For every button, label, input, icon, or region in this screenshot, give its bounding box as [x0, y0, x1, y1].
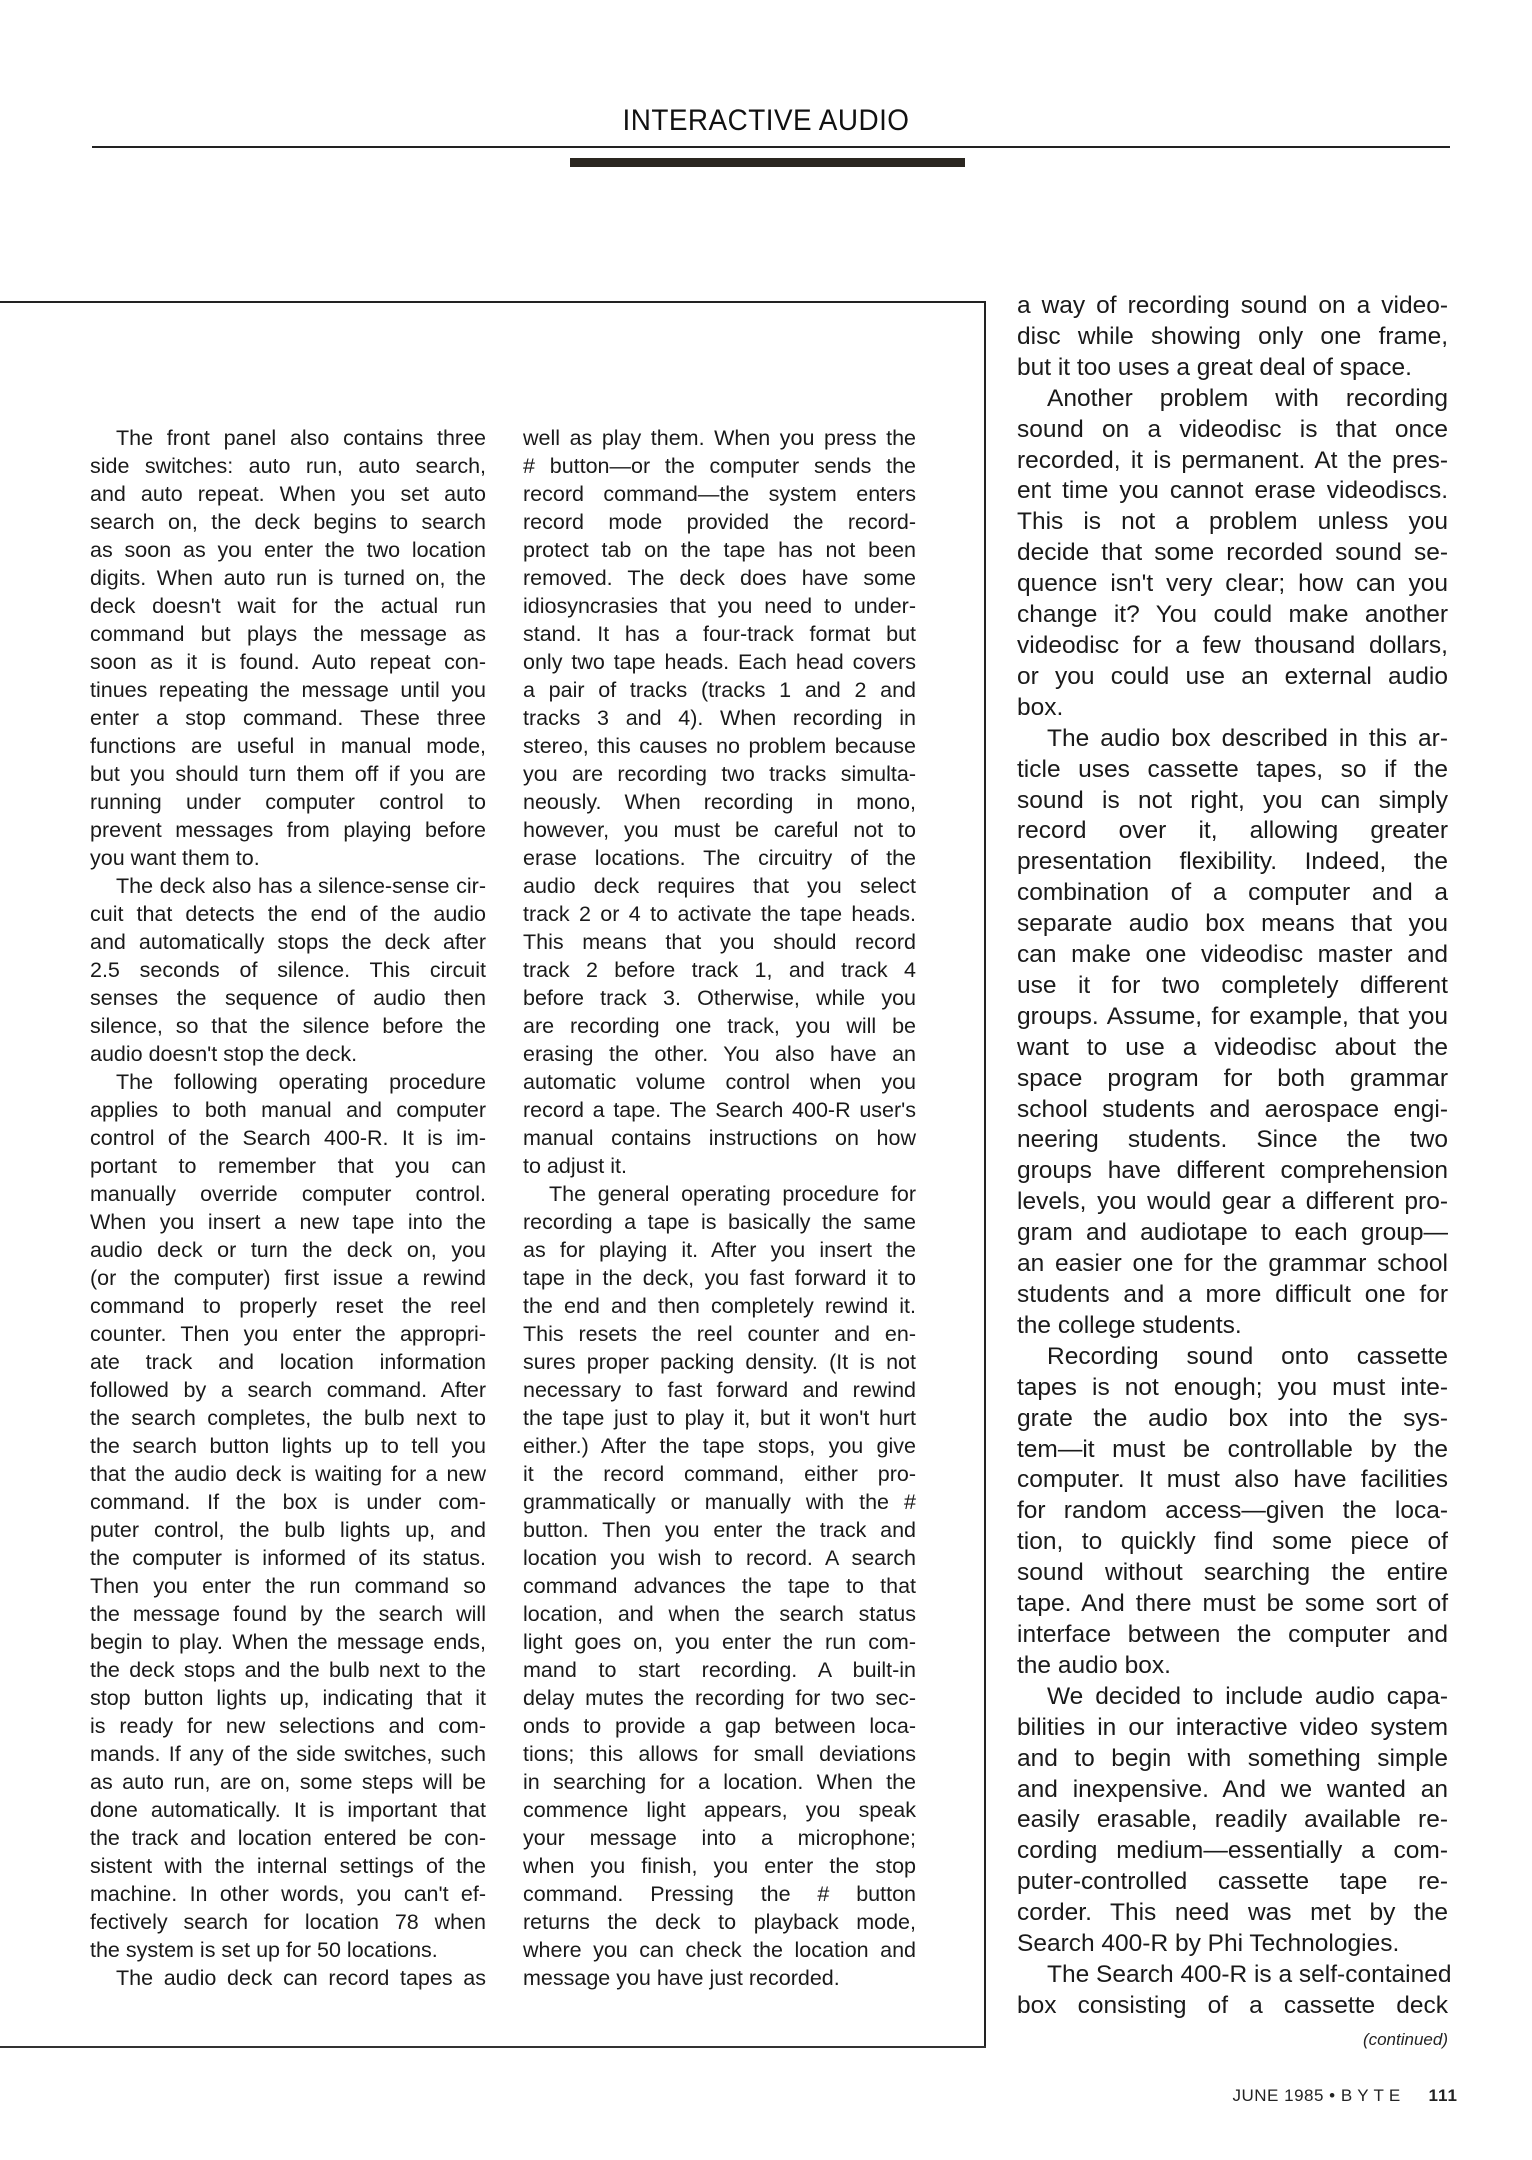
text-line: a pair of tracks (tracks 1 and 2 and — [523, 678, 916, 702]
text-line: The following operating procedure — [116, 1070, 486, 1094]
text-line: begin to play. When the message ends, — [90, 1630, 486, 1654]
text-line: but you should turn them off if you are — [90, 762, 486, 786]
text-line: want to use a videodisc about the — [1017, 1033, 1448, 1061]
text-line: Then you enter the run command so — [90, 1574, 486, 1598]
text-line: counter. Then you enter the appropri- — [90, 1322, 486, 1346]
text-line: This means that you should record — [523, 930, 916, 954]
text-line: the audio box. — [1017, 1651, 1171, 1679]
text-line: the end and then completely rewind it. — [523, 1294, 916, 1318]
text-line: it the record command, either pro- — [523, 1462, 916, 1486]
text-line: tape in the deck, you fast forward it to — [523, 1266, 916, 1290]
text-line: protect tab on the tape has not been — [523, 538, 916, 562]
text-line: The general operating procedure for — [549, 1182, 916, 1206]
text-line: light goes on, you enter the run com- — [523, 1630, 916, 1654]
text-line: recording a tape is basically the same — [523, 1210, 916, 1234]
text-line: before track 3. Otherwise, while you — [523, 986, 916, 1010]
text-line: only two tape heads. Each head covers — [523, 650, 916, 674]
text-line: sound without searching the entire — [1017, 1559, 1448, 1587]
text-line: tem—it must be controllable by the — [1017, 1435, 1448, 1463]
text-box-bottom-border — [0, 2046, 986, 2048]
text-line: done automatically. It is important that — [90, 1798, 486, 1822]
continued-note: (continued) — [1362, 2030, 1448, 2049]
text-line: side switches: auto run, auto search, — [90, 454, 486, 478]
text-line: record command—the system enters — [523, 482, 916, 506]
page-footer — [1233, 2086, 1459, 2106]
text-line: message you have just recorded. — [523, 1966, 840, 1990]
text-line: audio doesn't stop the deck. — [90, 1042, 358, 1066]
text-line: school students and aerospace engi- — [1017, 1095, 1448, 1123]
text-line: tape. And there must be some sort of — [1017, 1590, 1448, 1618]
text-line: senses the sequence of audio then — [90, 986, 486, 1010]
text-line: use it for two completely different — [1017, 971, 1448, 999]
text-line: control of the Search 400-R. It is im- — [90, 1126, 486, 1150]
text-line: and automatically stops the deck after — [90, 930, 486, 954]
text-line: The deck also has a silence-sense cir- — [116, 874, 486, 898]
text-line: # button—or the computer sends the — [523, 454, 916, 478]
text-line: the deck stops and the bulb next to the — [90, 1658, 486, 1682]
text-line: record a tape. The Search 400-R user's — [523, 1098, 916, 1122]
footer-magazine: BYTE — [1340, 2086, 1406, 2105]
text-line: silence, so that the silence before the — [90, 1014, 486, 1038]
text-line: either.) After the tape stops, you give — [523, 1434, 916, 1458]
text-line: The audio deck can record tapes as — [116, 1966, 486, 1990]
text-line: the search button lights up to tell you — [90, 1434, 486, 1458]
text-line: is ready for new selections and com- — [90, 1714, 486, 1738]
text-line: manually override computer control. — [90, 1182, 486, 1206]
text-line: enter a stop command. These three — [90, 706, 486, 730]
text-line: to adjust it. — [523, 1154, 627, 1178]
text-line: deck doesn't wait for the actual run — [90, 594, 486, 618]
text-line: your message into a microphone; — [523, 1826, 916, 1850]
text-line: mand to start recording. A built-in — [523, 1658, 916, 1682]
text-line: and auto repeat. When you set auto — [90, 482, 486, 506]
article-column-2 — [523, 424, 916, 1992]
text-box-top-border — [0, 301, 985, 303]
text-line: ate track and location information — [90, 1350, 486, 1374]
text-line: record mode provided the record- — [523, 510, 916, 534]
text-line: machine. In other words, you can't ef- — [90, 1882, 486, 1906]
text-line: the message found by the search will — [90, 1602, 486, 1626]
section-title: INTERACTIVE AUDIO — [622, 104, 910, 137]
text-line: well as play them. When you press the — [523, 426, 916, 450]
text-line: tinues repeating the message until you — [90, 678, 486, 702]
text-line: stereo, this causes no problem because — [523, 734, 916, 758]
text-line: delay mutes the recording for two sec- — [523, 1686, 916, 1710]
text-line: an easier one for the grammar school — [1017, 1250, 1448, 1278]
text-line: the computer is informed of its status. — [90, 1546, 486, 1570]
text-line: the tape just to play it, but it won't hurt — [523, 1406, 916, 1430]
text-line: soon as it is found. Auto repeat con- — [90, 650, 486, 674]
text-line: command advances the tape to that — [523, 1574, 916, 1598]
text-line: easily erasable, readily available re- — [1017, 1806, 1448, 1834]
text-line: you are recording two tracks simulta- — [523, 762, 916, 786]
text-line: sures proper packing density. (It is not — [523, 1350, 916, 1374]
text-line: that the audio deck is waiting for a new — [90, 1462, 486, 1486]
footer-date: JUNE 1985 — [1232, 2086, 1324, 2105]
page-number: 111 — [1428, 2086, 1458, 2105]
footer-separator: • — [1329, 2086, 1336, 2105]
text-line: search on, the deck begins to search — [90, 510, 486, 534]
text-line: Another problem with recording — [1047, 384, 1448, 412]
text-line: applies to both manual and computer — [90, 1098, 486, 1122]
article-column-3 — [1017, 291, 1452, 2022]
text-line: ticle uses cassette tapes, so if the — [1017, 755, 1448, 783]
text-line: digits. When auto run is turned on, the — [90, 566, 486, 590]
text-line: track 2 or 4 to activate the tape heads. — [523, 902, 916, 926]
text-line: stand. It has a four-track format but — [523, 622, 916, 646]
text-line: running under computer control to — [90, 790, 486, 814]
text-line: necessary to fast forward and rewind — [523, 1378, 916, 1402]
text-line: erasing the other. You also have an — [523, 1042, 916, 1066]
text-line: removed. The deck does have some — [523, 566, 916, 590]
text-line: location you wish to record. A search — [523, 1546, 916, 1570]
text-line: computer. It must also have facilities — [1017, 1466, 1448, 1494]
text-line: command to properly reset the reel — [90, 1294, 486, 1318]
text-line: for random access—given the loca- — [1017, 1497, 1448, 1525]
header-accent-bar — [570, 158, 965, 167]
text-line: videodisc for a few thousand dollars, — [1017, 631, 1448, 659]
text-line: 2.5 seconds of silence. This circuit — [90, 958, 486, 982]
text-line: cuit that detects the end of the audio — [90, 902, 486, 926]
text-line: portant to remember that you can — [90, 1154, 486, 1178]
text-line: groups have different comprehension — [1017, 1157, 1448, 1185]
text-line: neering students. Since the two — [1017, 1126, 1448, 1154]
text-line: however, you must be careful not to — [523, 818, 916, 842]
text-line: box consisting of a cassette deck — [1017, 1991, 1448, 2019]
text-line: as soon as you enter the two location — [90, 538, 486, 562]
text-line: puter control, the bulb lights up, and — [90, 1518, 486, 1542]
text-line: quence isn't very clear; how can you — [1017, 570, 1448, 598]
text-line: puter-controlled cassette tape re- — [1017, 1868, 1448, 1896]
header-rule-divider — [92, 146, 1450, 148]
text-line: erase locations. The circuitry of the — [523, 846, 916, 870]
text-line: tions; this allows for small deviations — [523, 1742, 916, 1766]
text-line: you want them to. — [90, 846, 260, 870]
text-line: functions are useful in manual mode, — [90, 734, 486, 758]
article-column-1 — [90, 424, 486, 1992]
text-line: idiosyncrasies that you need to under- — [523, 594, 916, 618]
text-line: corder. This need was met by the — [1017, 1899, 1448, 1927]
text-line: When you insert a new tape into the — [90, 1210, 486, 1234]
text-line: tapes is not enough; you must inte- — [1017, 1373, 1448, 1401]
text-line: decide that some recorded sound se- — [1017, 539, 1448, 567]
text-line: are recording one track, you will be — [523, 1014, 916, 1038]
text-line: where you can check the location and — [523, 1938, 916, 1962]
text-line: as for playing it. After you insert the — [523, 1238, 916, 1262]
text-line: fectively search for location 78 when — [90, 1910, 486, 1934]
text-line: a way of recording sound on a video- — [1017, 292, 1448, 319]
text-line: but it too uses a great deal of space. — [1017, 353, 1412, 381]
text-line: command. If the box is under com- — [90, 1490, 486, 1514]
text-line: mands. If any of the side switches, such — [90, 1742, 486, 1766]
text-line: ent time you cannot erase videodiscs. — [1017, 477, 1448, 505]
text-line: button. Then you enter the track and — [523, 1518, 916, 1542]
text-line: the search completes, the bulb next to — [90, 1406, 486, 1430]
text-line: box. — [1017, 693, 1064, 721]
text-line: prevent messages from playing before — [90, 818, 486, 842]
text-box-right-border — [984, 301, 986, 2048]
text-line: manual contains instructions on how — [523, 1126, 916, 1150]
text-line: presentation flexibility. Indeed, the — [1017, 848, 1448, 876]
text-line: stop button lights up, indicating that it — [90, 1686, 486, 1710]
text-line: interface between the computer and — [1017, 1620, 1448, 1648]
text-line: can make one videodisc master and — [1017, 941, 1448, 969]
text-line: the system is set up for 50 locations. — [90, 1938, 438, 1962]
text-line: and to begin with something simple — [1017, 1744, 1448, 1772]
text-line: the college students. — [1017, 1311, 1242, 1339]
text-line: commence light appears, you speak — [523, 1798, 916, 1822]
text-line: and inexpensive. And we wanted an — [1017, 1775, 1448, 1803]
text-line: audio deck or turn the deck on, you — [90, 1238, 486, 1262]
text-line: groups. Assume, for example, that you — [1017, 1002, 1448, 1030]
text-line: when you finish, you enter the stop — [523, 1854, 916, 1878]
text-line: students and a more difficult one for — [1017, 1281, 1448, 1308]
text-line: or you could use an external audio — [1017, 662, 1448, 690]
text-line: in searching for a location. When the — [523, 1770, 916, 1794]
text-line: grate the audio box into the sys- — [1017, 1404, 1448, 1432]
text-line: tion, to quickly find some piece of — [1017, 1528, 1448, 1556]
text-line: the track and location entered be con- — [90, 1826, 486, 1850]
text-line: gram and audiotape to each group— — [1017, 1219, 1448, 1247]
text-line: space program for both grammar — [1017, 1064, 1448, 1092]
text-line: levels, you would gear a different pro- — [1017, 1188, 1448, 1216]
text-line: (or the computer) first issue a rewind — [90, 1266, 486, 1290]
text-line: Search 400-R by Phi Technologies. — [1017, 1930, 1400, 1958]
text-line: sistent with the internal settings of the — [90, 1854, 486, 1878]
text-line: sound on a videodisc is that once — [1017, 415, 1448, 443]
text-line: recorded, it is permanent. At the pres- — [1017, 446, 1448, 474]
text-line: The audio box described in this ar- — [1047, 724, 1448, 752]
text-line: followed by a search command. After — [90, 1378, 486, 1402]
text-line: grammatically or manually with the # — [523, 1490, 916, 1514]
text-line: combination of a computer and a — [1017, 879, 1448, 907]
text-line: bilities in our interactive video system — [1017, 1713, 1448, 1741]
text-line: Recording sound onto cassette — [1047, 1342, 1448, 1370]
text-line: onds to provide a gap between loca- — [523, 1714, 916, 1738]
text-line: automatic volume control when you — [523, 1070, 916, 1094]
text-line: sound is not right, you can simply — [1017, 786, 1448, 814]
text-line: This resets the reel counter and en- — [523, 1322, 916, 1346]
text-line: command but plays the message as — [90, 622, 486, 646]
text-line: audio deck requires that you select — [523, 874, 916, 898]
text-line: cording medium—essentially a com- — [1017, 1837, 1448, 1865]
text-line: The Search 400-R is a self-contained — [1047, 1960, 1452, 1988]
text-line: The front panel also contains three — [116, 426, 486, 450]
text-line: returns the deck to playback mode, — [523, 1910, 916, 1934]
text-line: separate audio box means that you — [1017, 910, 1448, 938]
text-line: This is not a problem unless you — [1017, 508, 1448, 536]
text-line: track 2 before track 1, and track 4 — [523, 958, 916, 982]
text-line: as auto run, are on, some steps will be — [90, 1770, 486, 1794]
text-line: record over it, allowing greater — [1017, 817, 1448, 845]
text-line: tracks 3 and 4). When recording in — [523, 706, 916, 730]
text-line: neously. When recording in mono, — [523, 790, 916, 814]
text-line: disc while showing only one frame, — [1017, 322, 1448, 350]
text-line: change it? You could make another — [1017, 601, 1448, 629]
text-line: location, and when the search status — [523, 1602, 916, 1626]
text-line: command. Pressing the # button — [523, 1882, 916, 1906]
text-line: We decided to include audio capa- — [1047, 1682, 1448, 1710]
